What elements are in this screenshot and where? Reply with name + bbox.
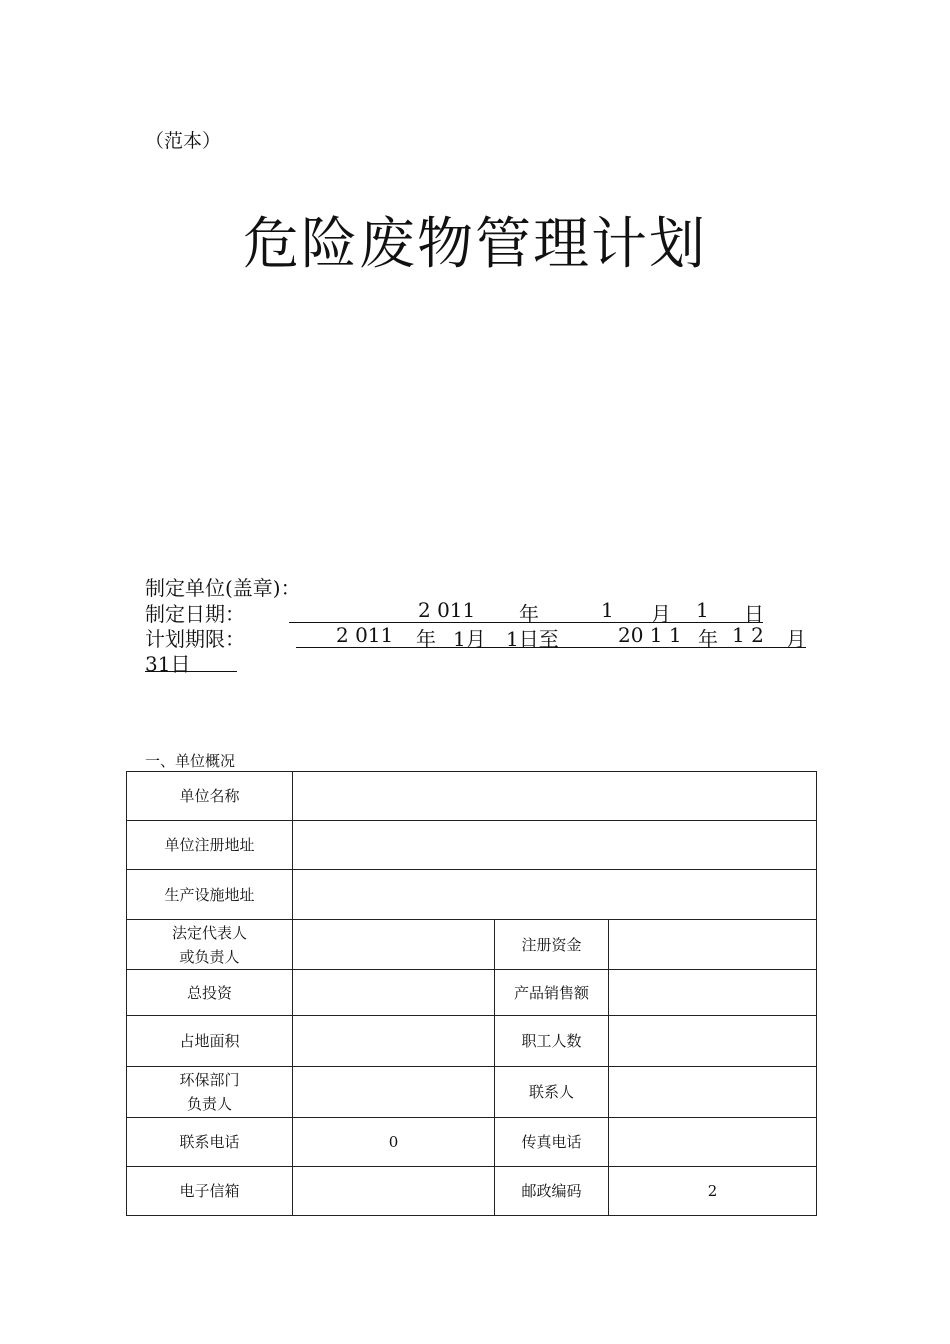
land-area-label: 占地面积 [127,1016,293,1067]
legal-representative-field[interactable] [293,920,495,970]
table-row [127,920,817,970]
period-start-year-unit: 年 [416,627,436,651]
legal-representative-label: 法定代表人 或负责人 [127,920,293,970]
facility-address-field[interactable] [293,870,817,920]
registered-address-field[interactable] [293,821,817,870]
land-area-field[interactable] [293,1016,495,1067]
postal-code-label: 邮政编码 [495,1167,609,1216]
phone-label: 联系电话 [127,1118,293,1167]
table-row [127,1016,817,1067]
date-day-unit: 日 [744,602,764,626]
document-title: 危险废物管理计划 [243,212,707,277]
date-day: 1 [696,598,709,622]
date-year: 2 011 [418,598,476,622]
unit-overview-table [126,771,817,1216]
fax-field[interactable] [609,1118,817,1167]
table-row [127,772,817,821]
total-investment-field[interactable] [293,970,495,1016]
table-row [127,870,817,920]
date-month: 1 [601,598,614,622]
period-label: 计划期限： [145,627,245,651]
period-end-day-underline [145,671,237,672]
period-end-day: 31日 [145,652,191,676]
table-row [127,970,817,1016]
total-investment-label: 总投资 [127,970,293,1016]
employee-count-field[interactable] [609,1016,817,1067]
product-sales-label: 产品销售额 [495,970,609,1016]
phone-field[interactable]: 0 [293,1118,495,1167]
period-start-month: 1月 [453,627,486,651]
section-title: 一、单位概况 [145,752,236,770]
contact-person-label: 联系人 [495,1067,609,1118]
period-start-day: 1日至 [506,627,559,651]
unit-name-label: 单位名称 [127,772,293,821]
registered-capital-label: 注册资金 [495,920,609,970]
environmental-head-label: 环保部门 负责人 [127,1067,293,1118]
table-row [127,821,817,870]
postal-code-field[interactable]: 2 [609,1167,817,1216]
sample-mark: （范本） [145,130,222,152]
table-row [127,1067,817,1118]
product-sales-field[interactable] [609,970,817,1016]
period-end-year: 20 1 1 [618,623,682,647]
date-year-unit: 年 [519,602,539,626]
registered-address-label: 单位注册地址 [127,821,293,870]
fax-label: 传真电话 [495,1118,609,1167]
period-start-year: 2 011 [336,623,394,647]
environmental-head-field[interactable] [293,1067,495,1118]
contact-person-field[interactable] [609,1067,817,1118]
period-end-month-unit: 月 [786,627,806,651]
email-field[interactable] [293,1167,495,1216]
unit-label: 制定单位(盖章)： [145,576,301,600]
employee-count-label: 职工人数 [495,1016,609,1067]
date-month-unit: 月 [651,602,671,626]
facility-address-label: 生产设施地址 [127,870,293,920]
table-row [127,1167,817,1216]
date-label: 制定日期： [145,602,245,626]
registered-capital-field[interactable] [609,920,817,970]
unit-name-field[interactable] [293,772,817,821]
period-end-month: 1 2 [732,623,764,647]
email-label: 电子信箱 [127,1167,293,1216]
period-end-year-unit: 年 [698,627,718,651]
table-row [127,1118,817,1167]
